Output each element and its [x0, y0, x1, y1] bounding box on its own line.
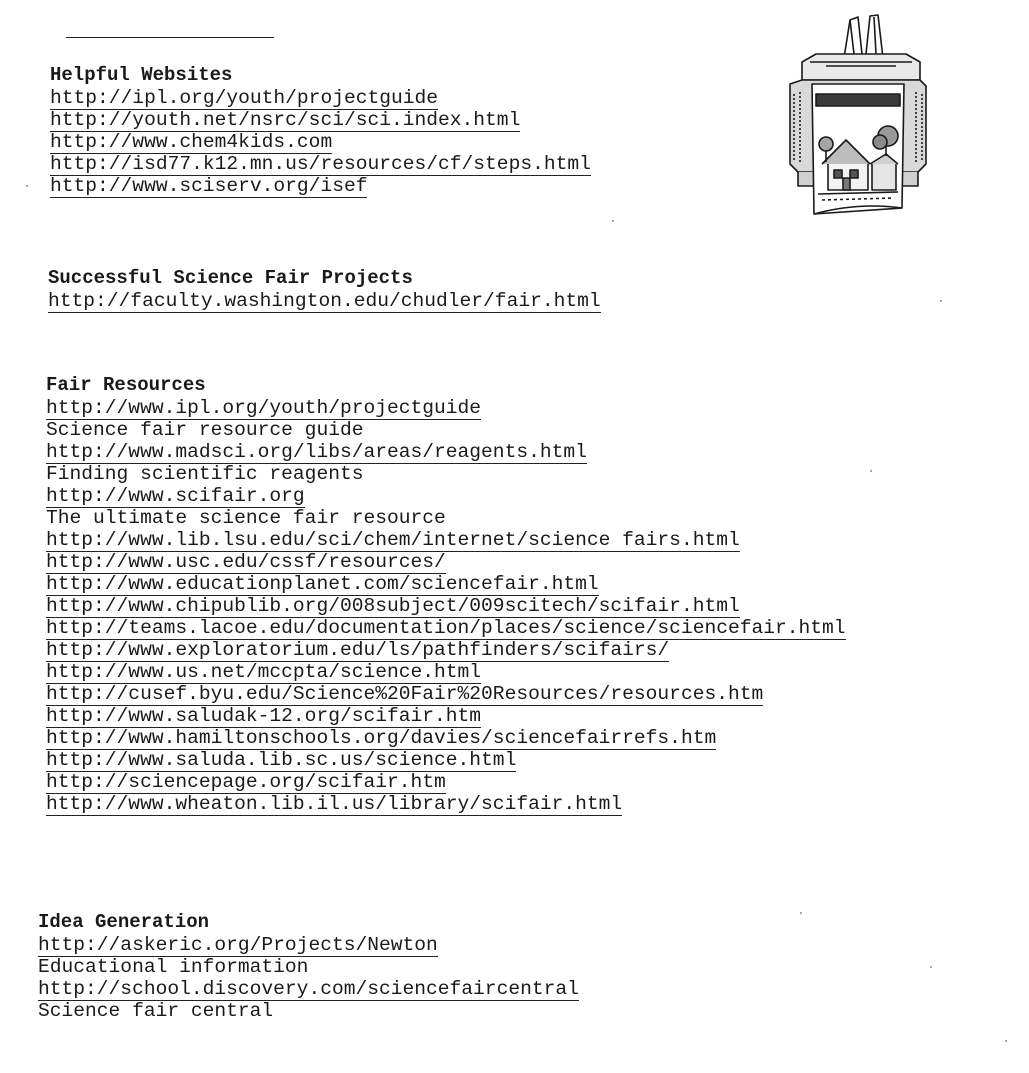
description-text: Science fair central: [38, 1000, 274, 1022]
link-item[interactable]: [46, 749, 846, 771]
link-text[interactable]: http://www.educationplanet.com/sciencefair.html: [46, 573, 599, 595]
link-text[interactable]: http://www.saluda.lib.sc.us/science.html: [46, 749, 517, 771]
link-text[interactable]: http://faculty.washington.edu/chudler/fair.html: [48, 290, 601, 312]
link-text[interactable]: http://www.madsci.org/libs/areas/reagents.html: [46, 441, 587, 463]
link-text[interactable]: http://www.usc.edu/cssf/resources/: [46, 551, 446, 573]
scan-speck: [800, 912, 802, 914]
link-item[interactable]: [46, 573, 846, 595]
description-text: Science fair resource guide: [46, 419, 364, 441]
section-heading: Helpful Websites: [50, 64, 233, 86]
link-item[interactable]: [50, 153, 591, 175]
description-item: [38, 956, 579, 978]
scan-speck: [930, 966, 932, 968]
link-item[interactable]: [46, 485, 846, 507]
section-fair-resources: [46, 374, 846, 815]
link-text[interactable]: http://askeric.org/Projects/Newton: [38, 934, 438, 956]
link-item[interactable]: [38, 934, 579, 956]
scan-speck: [26, 185, 28, 187]
link-text[interactable]: http://sciencepage.org/scifair.htm: [46, 771, 446, 793]
link-text[interactable]: http://www.ipl.org/youth/projectguide: [46, 397, 482, 419]
section-idea-generation: [38, 911, 579, 1022]
link-text[interactable]: http://www.hamiltonschools.org/davies/sciencefairrefs.htm: [46, 727, 717, 749]
link-item[interactable]: [50, 175, 591, 197]
section-heading: Idea Generation: [38, 911, 210, 933]
link-text[interactable]: http://cusef.byu.edu/Science%20Fair%20Resources/resources.htm: [46, 683, 764, 705]
link-item[interactable]: [46, 683, 846, 705]
link-item[interactable]: [38, 978, 579, 1000]
link-item[interactable]: [48, 290, 601, 312]
link-item[interactable]: [50, 131, 591, 153]
link-item[interactable]: [46, 793, 846, 815]
link-item[interactable]: [46, 639, 846, 661]
link-text[interactable]: http://www.chipublib.org/008subject/009scitech/scifair.html: [46, 595, 740, 617]
description-item: [46, 507, 846, 529]
link-text[interactable]: http://teams.lacoe.edu/documentation/places/science/sciencefair.html: [46, 617, 846, 639]
printer-with-house-printout-icon: [786, 14, 928, 220]
link-item[interactable]: [46, 595, 846, 617]
description-item: [38, 1000, 579, 1022]
link-text[interactable]: http://www.wheaton.lib.il.us/library/scifair.html: [46, 793, 623, 815]
link-item[interactable]: [50, 87, 591, 109]
link-item[interactable]: [46, 441, 846, 463]
link-text[interactable]: http://isd77.k12.mn.us/resources/cf/steps.html: [50, 153, 591, 175]
link-text[interactable]: http://www.lib.lsu.edu/sci/chem/internet/science fairs.html: [46, 529, 740, 551]
section-successful-projects: [48, 267, 601, 312]
link-item[interactable]: [46, 727, 846, 749]
link-text[interactable]: http://school.discovery.com/sciencefaircentral: [38, 978, 579, 1000]
section-heading: Successful Science Fair Projects: [48, 267, 413, 289]
description-item: [46, 419, 846, 441]
scan-speck: [1005, 1040, 1007, 1042]
section-helpful-websites: [50, 64, 591, 197]
link-item[interactable]: [46, 397, 846, 419]
link-item[interactable]: [46, 617, 846, 639]
top-rule: [66, 37, 274, 38]
scan-speck: [612, 220, 614, 222]
section-heading: Fair Resources: [46, 374, 206, 396]
link-item[interactable]: [46, 661, 846, 683]
link-text[interactable]: http://www.sciserv.org/isef: [50, 175, 368, 197]
description-item: [46, 463, 846, 485]
link-item[interactable]: [46, 705, 846, 727]
link-item[interactable]: [46, 529, 846, 551]
link-text[interactable]: http://ipl.org/youth/projectguide: [50, 87, 439, 109]
link-item[interactable]: [46, 551, 846, 573]
link-item[interactable]: [50, 109, 591, 131]
link-text[interactable]: http://www.saludak-12.org/scifair.htm: [46, 705, 482, 727]
scan-speck: [870, 470, 872, 472]
description-text: The ultimate science fair resource: [46, 507, 446, 529]
scan-speck: [940, 300, 942, 302]
description-text: Educational information: [38, 956, 309, 978]
link-text[interactable]: http://www.exploratorium.edu/ls/pathfinders/scifairs/: [46, 639, 670, 661]
link-text[interactable]: http://www.chem4kids.com: [50, 131, 333, 153]
link-text[interactable]: http://youth.net/nsrc/sci/sci.index.html: [50, 109, 521, 131]
link-text[interactable]: http://www.us.net/mccpta/science.html: [46, 661, 482, 683]
link-text[interactable]: http://www.scifair.org: [46, 485, 305, 507]
description-text: Finding scientific reagents: [46, 463, 364, 485]
link-item[interactable]: [46, 771, 846, 793]
